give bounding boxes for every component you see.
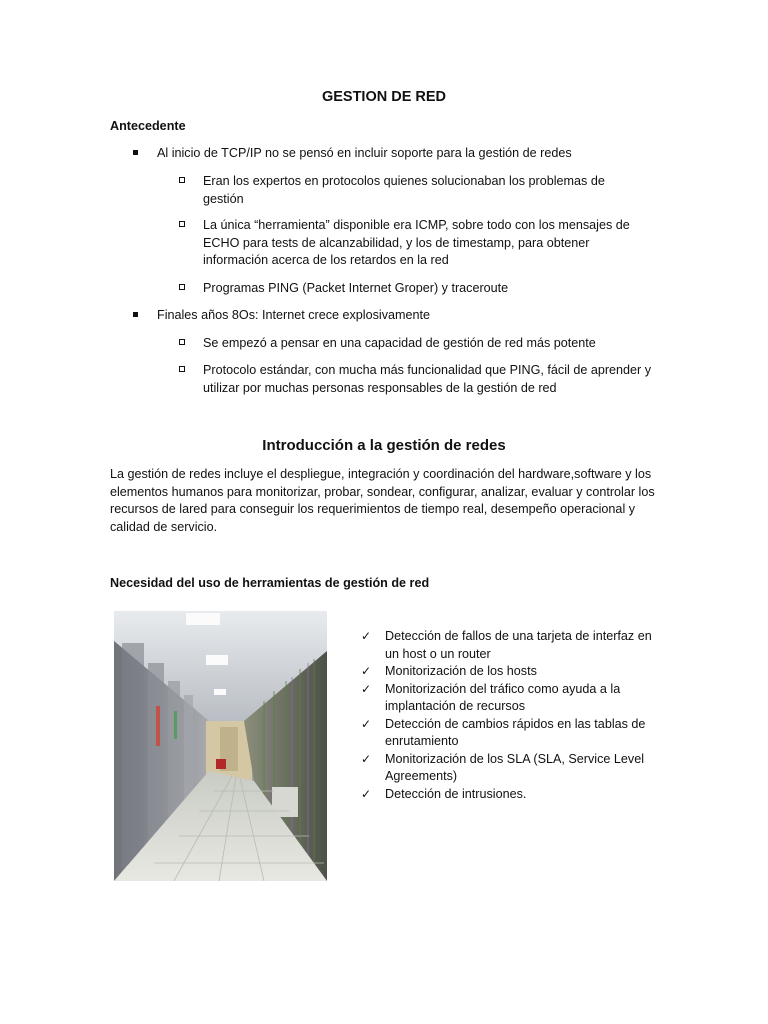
checkmark-icon: ✓ xyxy=(361,786,372,801)
list-item-text: La única “herramienta” disponible era ICMP, sobre todo con los mensajes de ECHO para tests de alcanzabilidad, y los de timestamp, para obtener información acerca de los retardos en la red xyxy=(203,218,630,267)
checklist-item-text: Monitorización del tráfico como ayuda a la implantación de recursos xyxy=(385,681,621,713)
section-heading-intro: Introducción a la gestión de redes xyxy=(262,437,506,454)
intro-paragraph: La gestión de redes incluye el despliegue, integración y coordinación del hardware,software y los elementos humanos para monitorizar, probar, sondear, configurar, analizar, evaluar y controlar los recursos de lared para conseguir los requerimientos de tiempo real, desempeño operacional y calidad de servicio. xyxy=(110,467,655,534)
checkmark-icon: ✓ xyxy=(361,629,372,643)
checkmark-icon: ✓ xyxy=(361,751,372,766)
hollow-square-bullet-icon xyxy=(179,280,195,298)
section-heading-necesidad: Necesidad del uso de herramientas de gestión de red xyxy=(110,576,430,590)
document-title: GESTION DE RED xyxy=(321,89,447,105)
checklist-item-text: Monitorización de los hosts xyxy=(385,664,537,678)
square-bullet-icon xyxy=(133,307,149,325)
checkmark-icon: ✓ xyxy=(361,716,372,731)
checkmark-icon: ✓ xyxy=(361,681,372,696)
list-item xyxy=(361,663,661,681)
list-item xyxy=(361,681,661,716)
list-item xyxy=(361,786,661,804)
list-item-text: Eran los expertos en protocolos quienes solucionaban los problemas de gestión xyxy=(203,174,605,206)
checklist-item-text: Detección de intrusiones. xyxy=(385,786,527,801)
list-item xyxy=(361,751,661,786)
list-item xyxy=(361,628,661,663)
checklist-item-text: Detección de fallos de una tarjeta de interfaz en un host o un router xyxy=(385,629,652,661)
checklist-item-text: Monitorización de los SLA (SLA, Service Level Agreements) xyxy=(385,751,645,783)
list-item xyxy=(361,716,661,751)
square-bullet-icon xyxy=(133,145,149,163)
checkmark-icon: ✓ xyxy=(361,664,372,678)
checklist xyxy=(361,628,661,803)
list-item-text: Al inicio de TCP/IP no se pensó en incluir soporte para la gestión de redes xyxy=(157,146,572,160)
list-item-text: Se empezó a pensar en una capacidad de gestión de red más potente xyxy=(203,336,596,350)
list-item-text: Protocolo estándar, con mucha más funcionalidad que PING, fácil de aprender y utilizar por muchas personas responsables de la gestión de red xyxy=(203,363,652,395)
hollow-square-bullet-icon xyxy=(179,335,195,353)
server-room-photo xyxy=(114,611,327,881)
hollow-square-bullet-icon xyxy=(179,362,195,380)
list-item-text: Programas PING (Packet Internet Groper) y traceroute xyxy=(203,281,509,295)
checklist-item-text: Detección de cambios rápidos en las tablas de enrutamiento xyxy=(385,716,646,748)
section-label-antecedente: Antecedente xyxy=(110,119,186,133)
hollow-square-bullet-icon xyxy=(179,217,195,235)
hollow-square-bullet-icon xyxy=(179,173,195,191)
list-item-text: Finales años 8Os: Internet crece explosivamente xyxy=(157,308,431,322)
